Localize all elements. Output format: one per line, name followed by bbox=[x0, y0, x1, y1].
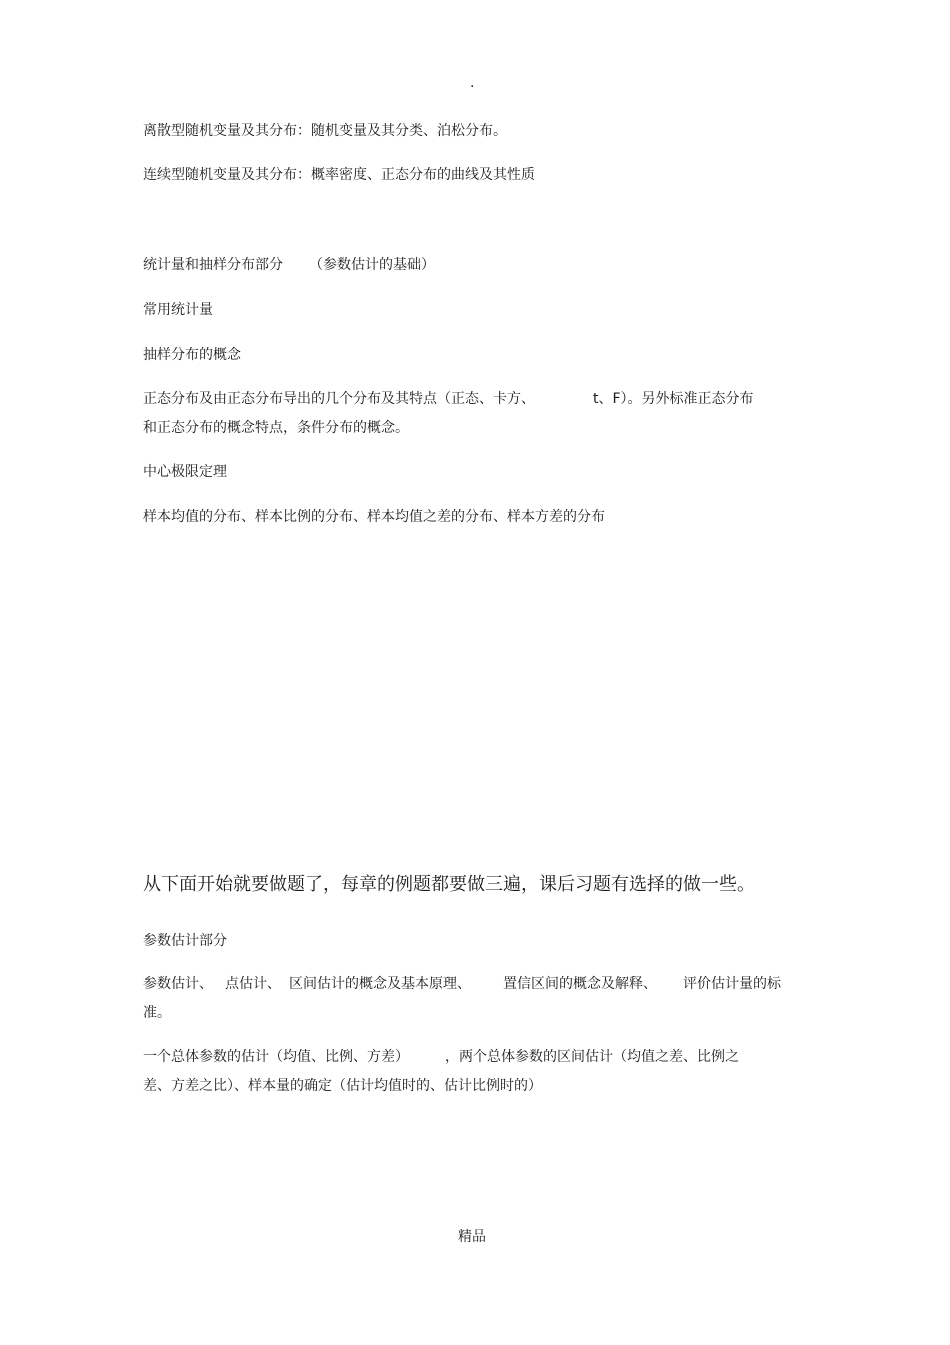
statistics-sampling-note: （参数估计的基础） bbox=[309, 257, 435, 273]
estimation-part-b: 点估计、 bbox=[225, 976, 281, 992]
line-normal-derived-1 bbox=[143, 390, 754, 408]
estimation-part-a: 参数估计、 bbox=[143, 976, 213, 992]
line-central-limit: 中心极限定理 bbox=[143, 464, 227, 480]
line-statistics-sampling bbox=[143, 256, 435, 274]
footer-label: 精品 bbox=[458, 1229, 486, 1245]
line-continuous-rv: 连续型随机变量及其分布：概率密度、正态分布的曲线及其性质 bbox=[143, 167, 535, 183]
line-estimation-concepts-2: 准。 bbox=[143, 1005, 171, 1021]
one-population-part: 一个总体参数的估计（均值、比例、方差） bbox=[143, 1049, 409, 1065]
line-parameter-estimation: 参数估计部分 bbox=[143, 933, 227, 949]
line-discrete-rv: 离散型随机变量及其分布：随机变量及其分类、泊松分布。 bbox=[143, 123, 507, 139]
line-normal-derived-2: 和正态分布的概念特点，条件分布的概念。 bbox=[143, 420, 409, 436]
normal-derived-part1: 正态分布及由正态分布导出的几个分布及其特点（正态、卡方、 bbox=[143, 391, 535, 407]
statistics-sampling-title: 统计量和抽样分布部分 bbox=[143, 257, 283, 273]
estimation-part-c: 区间估计的概念及基本原理、 bbox=[289, 976, 471, 992]
estimation-part-d: 置信区间的概念及解释、 bbox=[503, 976, 657, 992]
line-sampling-concept: 抽样分布的概念 bbox=[143, 347, 241, 363]
two-population-part: ，两个总体参数的区间估计（均值之差、比例之 bbox=[445, 1049, 739, 1065]
line-do-exercises: 从下面开始就要做题了，每章的例题都要做三遍，课后习题有选择的做一些。 bbox=[143, 874, 755, 895]
line-one-two-population-1 bbox=[143, 1048, 739, 1066]
normal-derived-part2: t、F）。另外标准正态分布 bbox=[593, 391, 754, 407]
line-common-statistics: 常用统计量 bbox=[143, 302, 213, 318]
line-estimation-concepts-1 bbox=[143, 975, 781, 993]
line-one-two-population-2: 差、方差之比）、样本量的确定（估计均值时的、估计比例时的） bbox=[143, 1078, 542, 1094]
estimation-part-e: 评价估计量的标 bbox=[683, 976, 781, 992]
line-sample-distributions: 样本均值的分布、样本比例的分布、样本均值之差的分布、样本方差的分布 bbox=[143, 509, 605, 525]
header-dot: . bbox=[470, 75, 475, 91]
